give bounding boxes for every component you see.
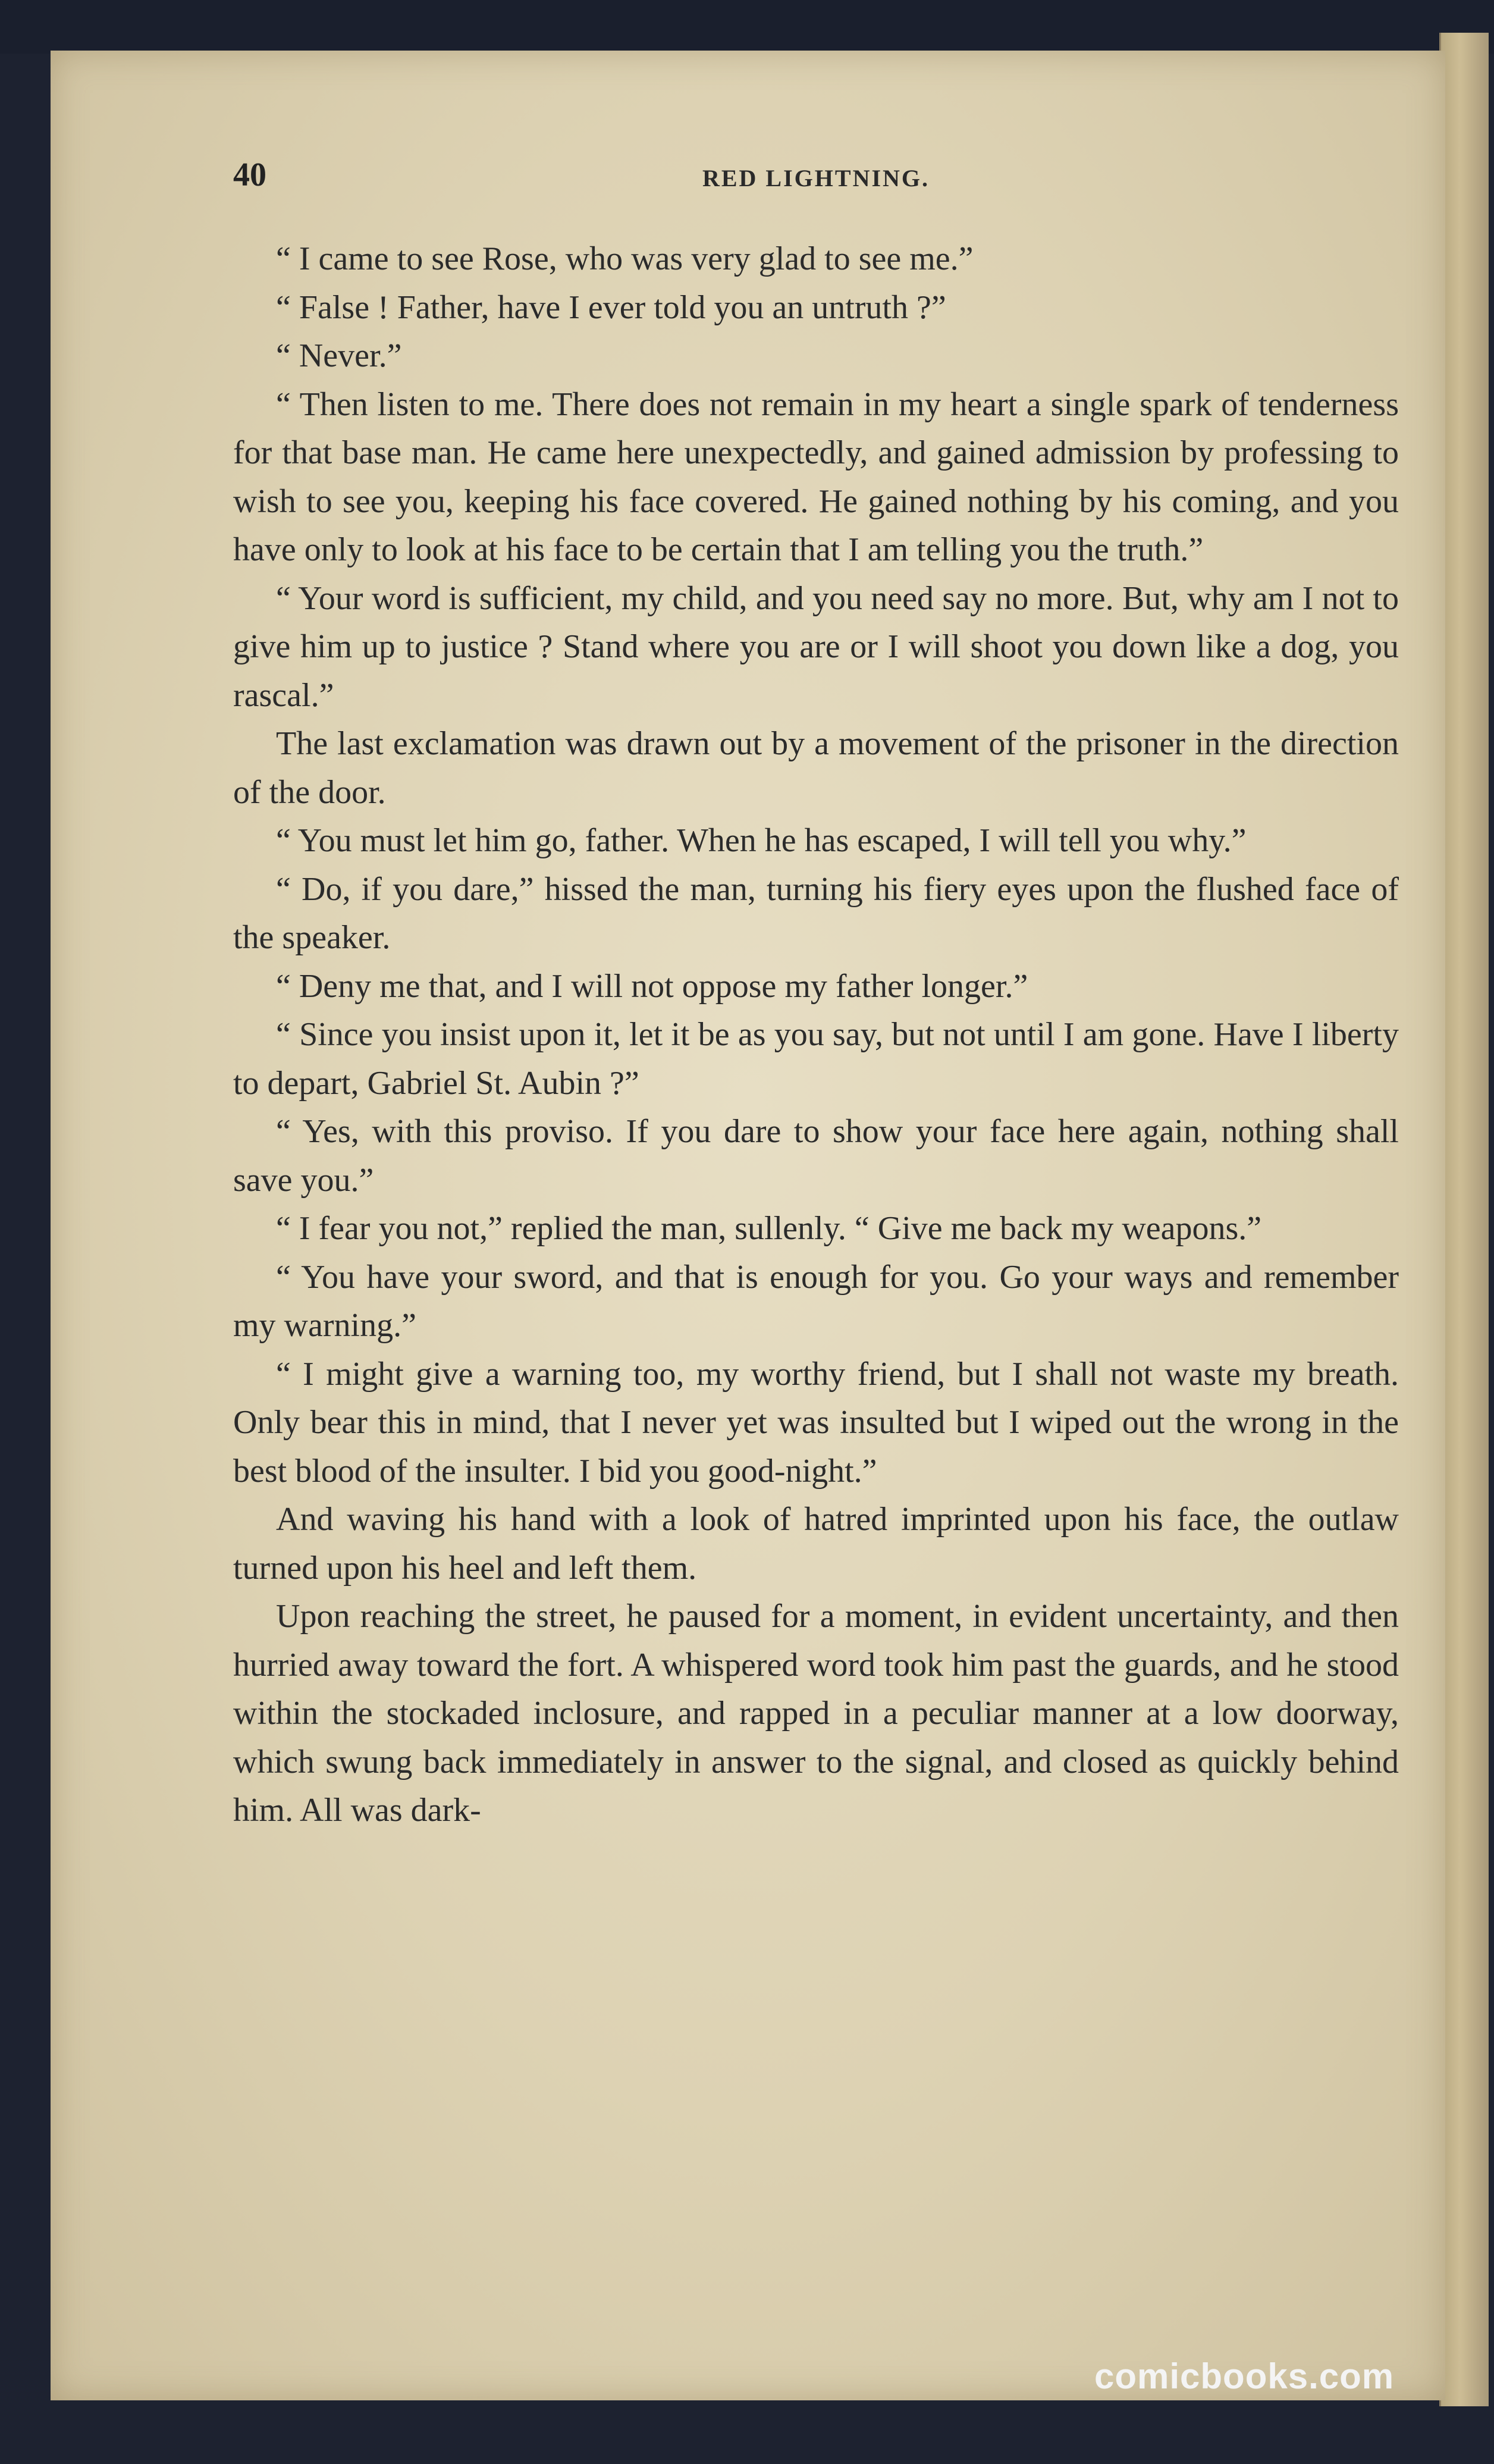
paragraph: “ False ! Father, have I ever told you an untruth ?” (276, 289, 946, 326)
paragraph: “ Your word is sufficient, my child, and you need say no more. But, why am I not to give him up to justice ? Stand where you are or I will shoot you down like a dog, you rascal.” (233, 579, 1399, 714)
paragraph: “ I fear you not,” replied the man, sullenly. “ Give me back my weapons.” (276, 1210, 1262, 1247)
paragraph: “ I might give a warning too, my worthy friend, but I shall not waste my breath. Only bear this in mind, that I never yet was insulted but I wiped out the wrong in the best blood of the insulter. I bid you good-night.” (233, 1355, 1399, 1490)
paragraph: The last exclamation was drawn out by a movement of the prisoner in the direction of the door. (233, 725, 1399, 811)
paragraph: “ I came to see Rose, who was very glad to see me.” (276, 240, 974, 277)
paragraph: “ You must let him go, father. When he has escaped, I will tell you why.” (276, 822, 1247, 859)
paragraph: “ You have your sword, and that is enough for you. Go your ways and remember my warning.” (233, 1258, 1399, 1344)
paragraph: “ Deny me that, and I will not oppose my father longer.” (276, 967, 1028, 1005)
paragraph: “ Never.” (276, 337, 402, 374)
paragraph: Upon reaching the street, he paused for a moment, in evident uncertainty, and then hurried away toward the fort. A whispered word took him past the guards, and he stood within the stockaded inclosure, and rapped in a peculiar manner at a low doorway, which swung back immediately in answer to the signal, and closed as quickly behind him. All was dark- (233, 1598, 1399, 1829)
paragraph: “ Since you insist upon it, let it be as you say, but not until I am gone. Have I liberty to depart, Gabriel St. Aubin ?” (233, 1016, 1399, 1102)
paragraph: And waving his hand with a look of hatred imprinted upon his face, the outlaw turned upon his heel and left them. (233, 1501, 1399, 1587)
running-title: RED LIGHTNING. (702, 165, 930, 192)
scan-background (0, 0, 1494, 54)
paragraph: “ Yes, with this proviso. If you dare to show your face here again, nothing shall save you.” (233, 1113, 1399, 1199)
book-page-edge (1439, 33, 1489, 2406)
paragraph: “ Then listen to me. There does not remain in my heart a single spark of tenderness for that base man. He came here unexpectedly, and gained admission by professing to wish to see you, keeping his face covered. He gained nothing by his coming, and you have only to look at his face to be certain that I am telling you the truth.” (233, 385, 1399, 568)
page-number: 40 (233, 156, 266, 193)
paragraph: “ Do, if you dare,” hissed the man, turning his fiery eyes upon the flushed face of the speaker. (233, 870, 1399, 956)
watermark: comicbooks.com (1094, 2356, 1395, 2396)
body-text (233, 235, 1399, 1835)
page-header (233, 156, 1399, 203)
